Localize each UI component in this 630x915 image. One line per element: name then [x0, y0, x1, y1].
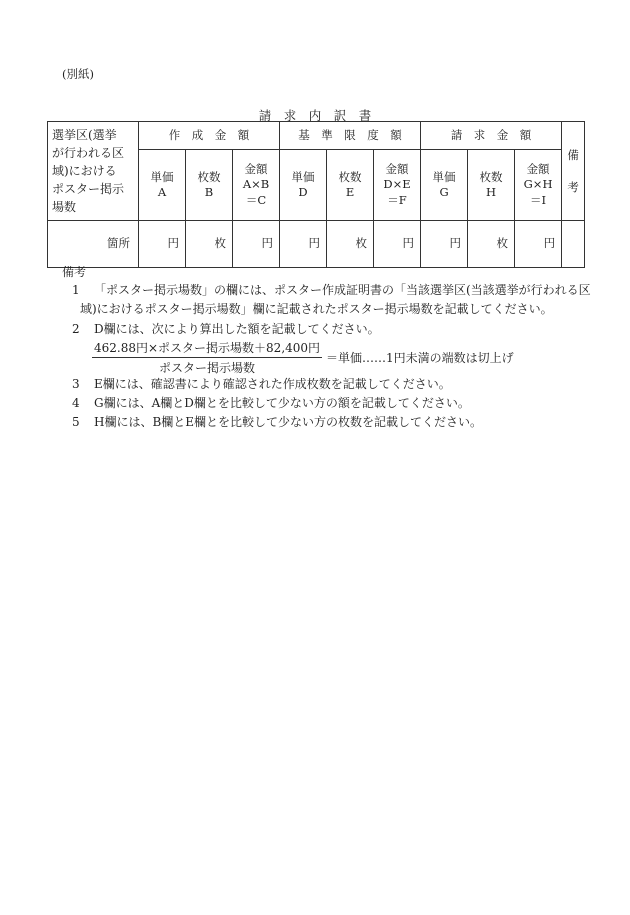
- quantity-e-cell: 枚: [327, 221, 374, 268]
- amount-i-header: 金額 G×H ＝I: [515, 150, 562, 221]
- formula-fraction: [92, 339, 322, 376]
- board-count-cell: 箇所: [48, 221, 139, 268]
- poster-board-count-header: 選挙区(選挙 が行われる区 域)における ポスター掲示 場数: [48, 122, 139, 221]
- note-2: 2 D欄には、次により算出した額を記載してください。: [72, 322, 380, 336]
- remarks-cell: [562, 221, 585, 268]
- standard-limit-header: 基 準 限 度 額: [280, 122, 421, 150]
- unit-price-g-cell: 円: [421, 221, 468, 268]
- amount-c-header: 金額 A×B ＝C: [233, 150, 280, 221]
- claim-amount-header: 請 求 金 額: [421, 122, 562, 150]
- production-amount-header: 作 成 金 額: [139, 122, 280, 150]
- amount-i-cell: 円: [515, 221, 562, 268]
- table-row: [48, 221, 585, 268]
- notes-title: 備考: [62, 265, 87, 279]
- unit-price-formula: [92, 339, 514, 376]
- quantity-h-cell: 枚: [468, 221, 515, 268]
- quantity-h-header: 枚数 H: [468, 150, 515, 221]
- note-1: 1 「ポスター掲示場数」の欄には、ポスター作成証明書の「当該選挙区(当該選挙が行われる区: [72, 283, 591, 297]
- unit-price-d-cell: 円: [280, 221, 327, 268]
- unit-price-g-header: 単価 G: [421, 150, 468, 221]
- note-1-continuation: 域)におけるポスター掲示場数」欄に記載されたポスター掲示場数を記載してください。: [80, 302, 553, 316]
- annex-label: (別紙): [62, 67, 94, 81]
- note-4: 4 G欄には、A欄とD欄とを比較して少ない方の額を記載してください。: [72, 396, 470, 410]
- unit-price-a-header: 単価 A: [139, 150, 186, 221]
- note-5: 5 H欄には、B欄とE欄とを比較して少ない方の枚数を記載してください。: [72, 415, 483, 429]
- unit-price-d-header: 単価 D: [280, 150, 327, 221]
- amount-f-header: 金額 D×E ＝F: [374, 150, 421, 221]
- amount-c-cell: 円: [233, 221, 280, 268]
- unit-price-a-cell: 円: [139, 221, 186, 268]
- claim-breakdown-table: [47, 121, 585, 268]
- formula-result: ＝単価……1円未満の端数は切上げ: [326, 351, 514, 365]
- amount-f-cell: 円: [374, 221, 421, 268]
- document-title: 請 求 内 訳 書: [258, 108, 372, 123]
- formula-denominator: ポスター掲示場数: [159, 361, 256, 375]
- quantity-b-cell: 枚: [186, 221, 233, 268]
- note-3: 3 E欄には、確認書により確認された作成枚数を記載してください。: [72, 377, 451, 391]
- quantity-b-header: 枚数 B: [186, 150, 233, 221]
- formula-numerator: 462.88円×ポスター掲示場数＋82,400円: [92, 339, 322, 358]
- remarks-header: 備 考: [562, 122, 585, 221]
- quantity-e-header: 枚数 E: [327, 150, 374, 221]
